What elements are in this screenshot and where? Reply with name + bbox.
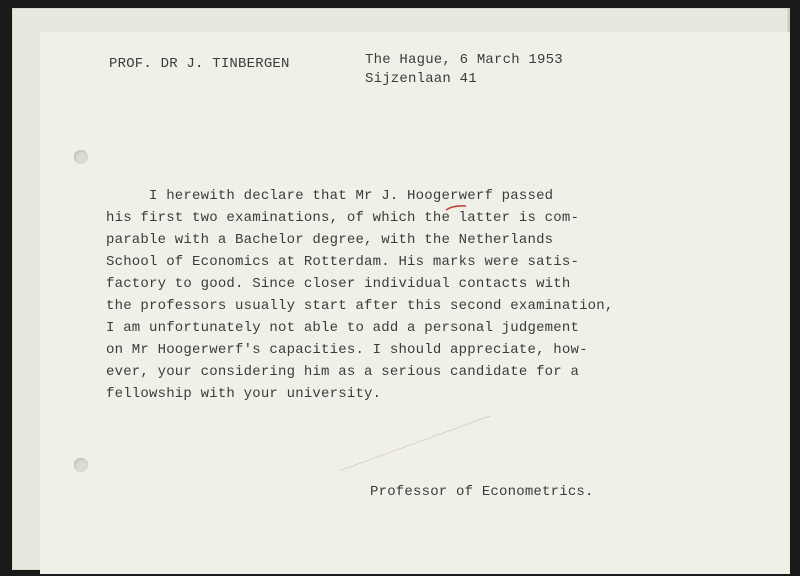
body-line: his first two examinations, of which the latter is com- [106,210,580,226]
correction-mark-icon [445,205,467,211]
body-line: parable with a Bachelor degree, with the Netherlands [106,232,554,248]
body-line: School of Economics at Rotterdam. His marks were satis- [106,254,580,270]
body-line: ever, your considering him as a serious candidate for a [106,364,580,380]
body-line: I am unfortunately not able to add a personal judgement [106,320,580,336]
sender-address: Sijzenlaan 41 [365,71,477,87]
body-line: factory to good. Since closer individual contacts with [106,276,571,292]
place-date: The Hague, 6 March 1953 [365,52,563,68]
body-line: I herewith declare that Mr J. Hoogerwerf passed [106,188,554,204]
punch-hole-icon [74,150,88,164]
body-line: fellowship with your university. [106,386,382,402]
body-line: on Mr Hoogerwerf's capacities. I should appreciate, how- [106,342,588,358]
closing-title: Professor of Econometrics. [370,484,594,500]
sender-name: PROF. DR J. TINBERGEN [109,56,290,72]
punch-hole-icon [74,458,88,472]
body-line: the professors usually start after this second examination, [106,298,614,314]
